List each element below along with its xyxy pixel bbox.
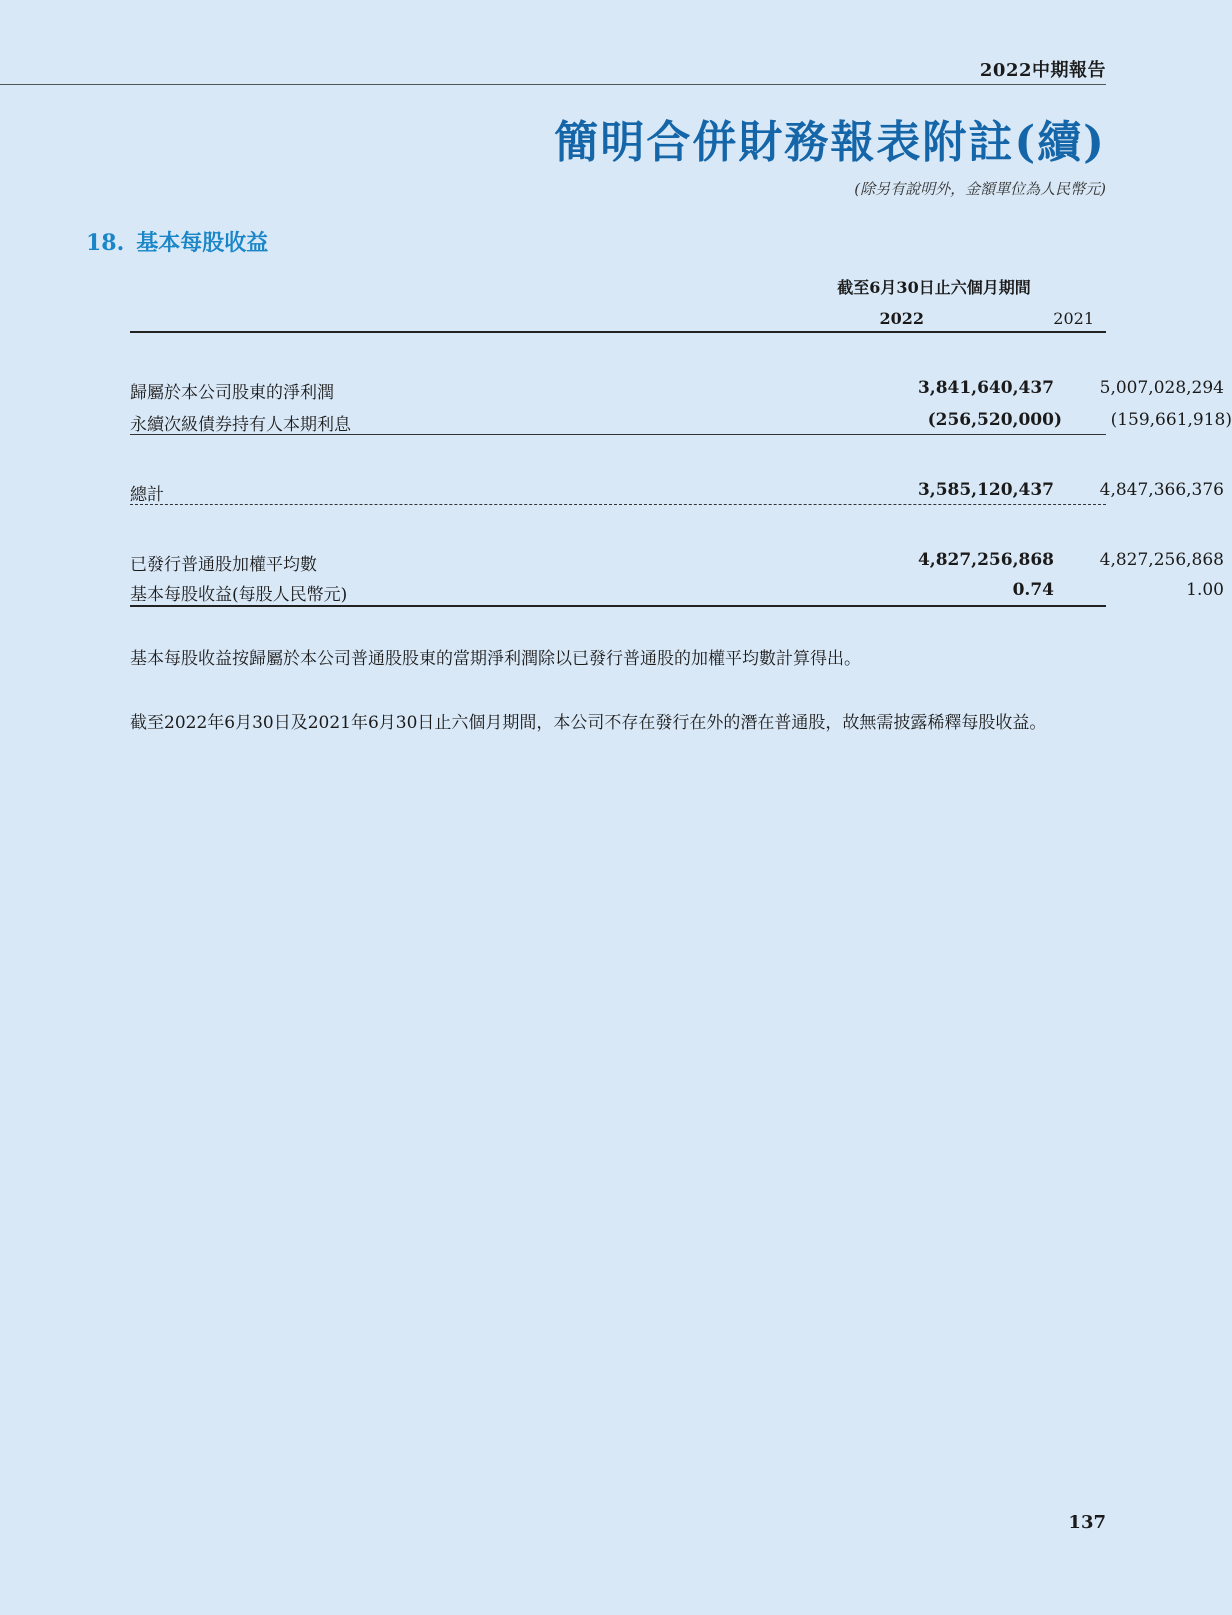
subtotal-rule: [130, 434, 1106, 435]
table-row: [130, 410, 1232, 435]
value-2021: 1.00: [1186, 580, 1224, 600]
value-2021: 4,827,256,868: [1099, 550, 1224, 570]
page-title: 簡明合併財務報表附註(續): [554, 117, 1106, 168]
note-paragraph: 基本每股收益按歸屬於本公司普通股股東的當期淨利潤除以已發行普通股的加權平均數計算得出。: [130, 649, 861, 669]
table-row: [130, 378, 1224, 403]
value-2021: 5,007,028,294: [1099, 378, 1224, 398]
note-paragraph: 截至2022年6月30日及2021年6月30日止六個月期間，本公司不存在發行在外的潛在普通股，故無需披露稀釋每股收益。: [130, 713, 1047, 733]
header-divider: [0, 84, 1106, 85]
row-label: 歸屬於本公司股東的淨利潤: [130, 383, 334, 403]
value-2022: 4,827,256,868: [917, 550, 1054, 570]
period-header: 截至6月30日止六個月期間: [837, 278, 1031, 297]
value-2022: 0.74: [1012, 580, 1054, 600]
value-2021: 4,847,366,376: [1099, 480, 1224, 500]
column-header-2022: 2022: [879, 309, 924, 328]
table-row: [130, 480, 1224, 505]
value-2022: (256,520,000): [927, 410, 1062, 430]
table-row: [130, 580, 1224, 605]
table-bottom-rule: [130, 605, 1106, 607]
row-label: 總計: [130, 485, 164, 505]
value-2022: 3,841,640,437: [917, 378, 1054, 398]
row-label: 永續次級債券持有人本期利息: [130, 415, 351, 435]
section-title: 基本每股收益: [136, 230, 269, 256]
row-label: 已發行普通股加權平均數: [130, 555, 317, 575]
header-rule: [130, 331, 1106, 333]
total-dashed-rule: [130, 504, 1106, 505]
table-row: [130, 550, 1224, 575]
page-subtitle: (除另有說明外，金額單位為人民幣元): [854, 180, 1106, 198]
column-header-2021: 2021: [1053, 309, 1094, 328]
row-label: 基本每股收益(每股人民幣元): [130, 585, 348, 605]
value-2022: 3,585,120,437: [917, 480, 1054, 500]
section-number: 18.: [86, 230, 125, 256]
report-name: 2022中期報告: [979, 60, 1106, 81]
section-heading: [86, 226, 268, 257]
page-number: 137: [1068, 1512, 1106, 1533]
value-2021: (159,661,918): [1110, 410, 1232, 430]
